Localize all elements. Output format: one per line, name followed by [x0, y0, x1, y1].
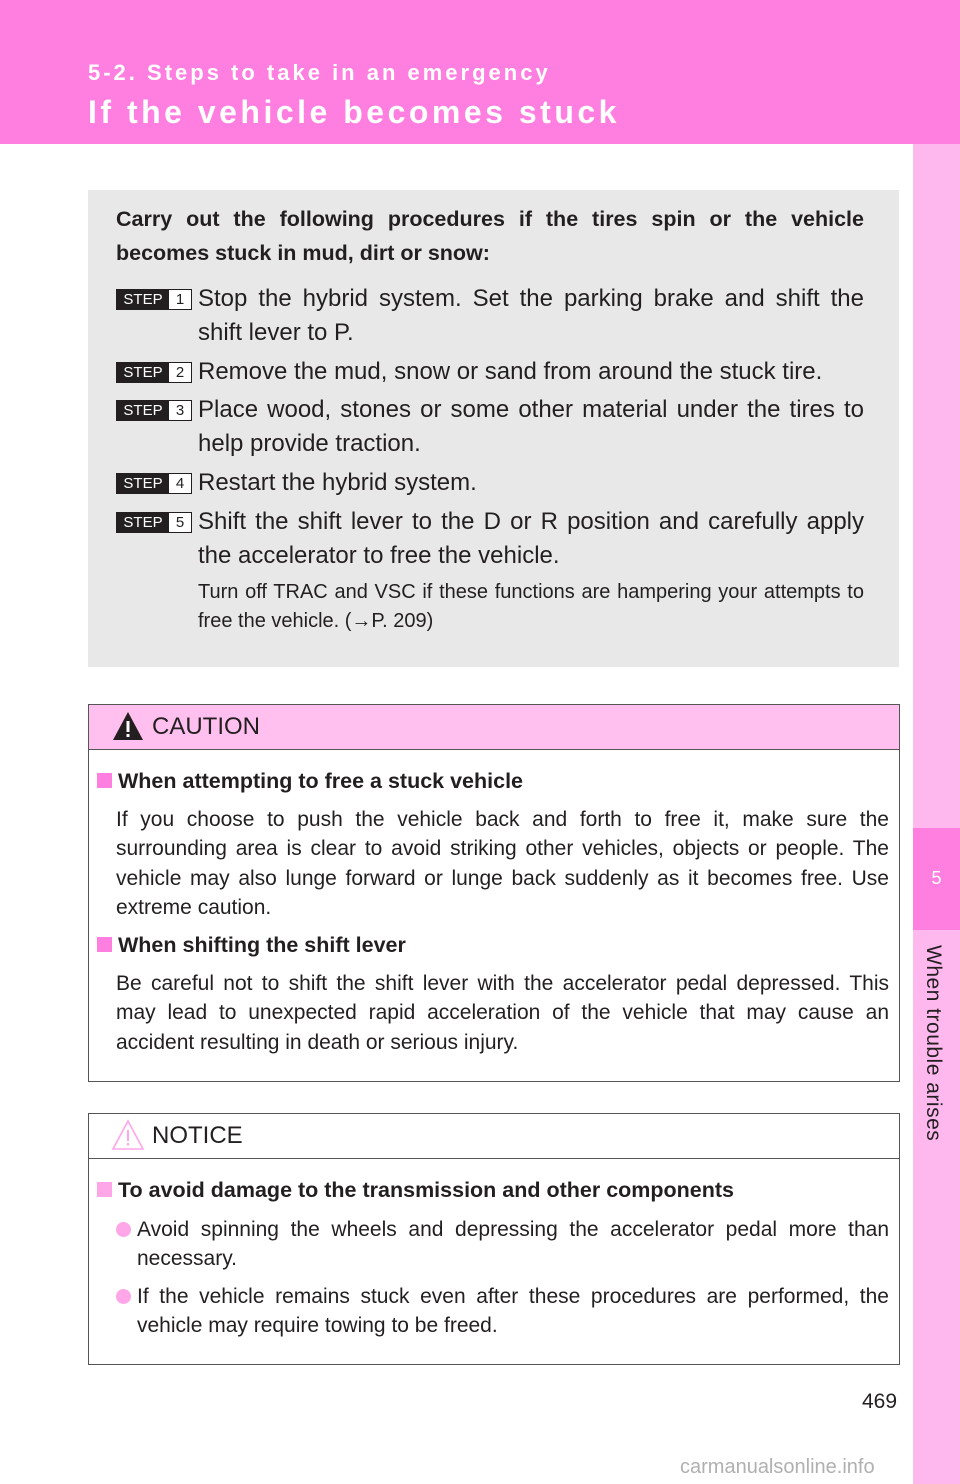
step-5 [116, 505, 864, 573]
step-badge-number: 1 [169, 290, 191, 309]
page-title: If the vehicle becomes stuck [88, 94, 620, 130]
notice-warning-icon [111, 1118, 145, 1152]
step-badge [116, 400, 192, 421]
square-bullet-icon [97, 773, 112, 788]
procedure-note: Turn off TRAC and VSC if these functions are hampering your attempts to free the vehicle. (→P. 209) [198, 581, 864, 632]
square-bullet-icon [97, 937, 112, 952]
step-badge-label: STEP [117, 474, 169, 493]
page-number: 469 [862, 1390, 898, 1413]
caution-paragraph: Be careful not to shift the shift lever with the accelerator pedal depressed. This may lead to unexpected rapid acceleration of the vehicle that may cause an accident resulting in death or serious injury. [116, 972, 889, 1054]
step-badge-number: 2 [169, 363, 191, 382]
step-2 [116, 355, 864, 389]
notice-header [89, 1114, 899, 1159]
procedure-intro: Carry out the following procedures if the tires spin or the vehicle becomes stuck in mud, dirt or snow: [116, 207, 864, 265]
notice-bullet-text: Avoid spinning the wheels and depressing the accelerator pedal more than necessary. [137, 1218, 889, 1271]
caution-heading: CAUTION [152, 713, 260, 740]
notice-subheading [97, 1178, 734, 1203]
caution-subheading-text: When shifting the shift lever [118, 933, 406, 957]
step-badge-label: STEP [117, 363, 169, 382]
caution-subheading [97, 769, 523, 794]
caution-header [89, 705, 899, 750]
notice-bullet [116, 1282, 889, 1341]
notice-subheading-text: To avoid damage to the transmission and other components [118, 1178, 735, 1202]
caution-subheading [97, 933, 406, 958]
watermark-link[interactable]: carmanualsonline.info [680, 1456, 875, 1478]
caution-paragraph: If you choose to push the vehicle back and forth to free it, make sure the surrounding area is clear to avoid striking other vehicles, objects or people. The vehicle may also lunge forward or lunge back suddenly as it becomes free. Use extreme caution. [116, 808, 889, 919]
step-badge-number: 4 [169, 474, 191, 493]
chapter-tab[interactable]: 5 [913, 828, 960, 930]
step-badge-number: 3 [169, 401, 191, 420]
notice-heading: NOTICE [152, 1122, 243, 1149]
step-badge-label: STEP [117, 513, 169, 532]
step-badge [116, 362, 192, 383]
step-1 [116, 282, 864, 350]
step-badge-label: STEP [117, 290, 169, 309]
step-text: Stop the hybrid system. Set the parking brake and shift the shift lever to P. [198, 285, 864, 346]
step-text: Restart the hybrid system. [198, 469, 477, 496]
chapter-sidebar [913, 144, 960, 1484]
chapter-label: When trouble arises [922, 945, 945, 1142]
step-badge-number: 5 [169, 513, 191, 532]
step-text: Place wood, stones or some other material under the tires to help provide traction. [198, 396, 864, 457]
warning-icon [111, 709, 145, 743]
step-4 [116, 466, 864, 500]
step-badge-label: STEP [117, 401, 169, 420]
circle-bullet-icon [116, 1222, 131, 1237]
step-3 [116, 393, 864, 461]
step-badge [116, 473, 192, 494]
step-badge [116, 512, 192, 533]
notice-box [88, 1113, 900, 1365]
step-badge [116, 289, 192, 310]
caution-subheading-text: When attempting to free a stuck vehicle [118, 769, 524, 793]
step-text: Shift the shift lever to the D or R position and carefully apply the accelerator to free the vehicle. [198, 508, 864, 569]
page-header [0, 0, 960, 144]
notice-bullet [116, 1215, 889, 1274]
section-title: 5-2. Steps to take in an emergency [88, 60, 551, 85]
circle-bullet-icon [116, 1289, 131, 1304]
notice-bullet-text: If the vehicle remains stuck even after these procedures are performed, the vehicle may require towing to be freed. [137, 1285, 889, 1338]
square-bullet-icon [97, 1182, 112, 1197]
caution-box [88, 704, 900, 1082]
step-text: Remove the mud, snow or sand from around the stuck tire. [198, 358, 823, 385]
